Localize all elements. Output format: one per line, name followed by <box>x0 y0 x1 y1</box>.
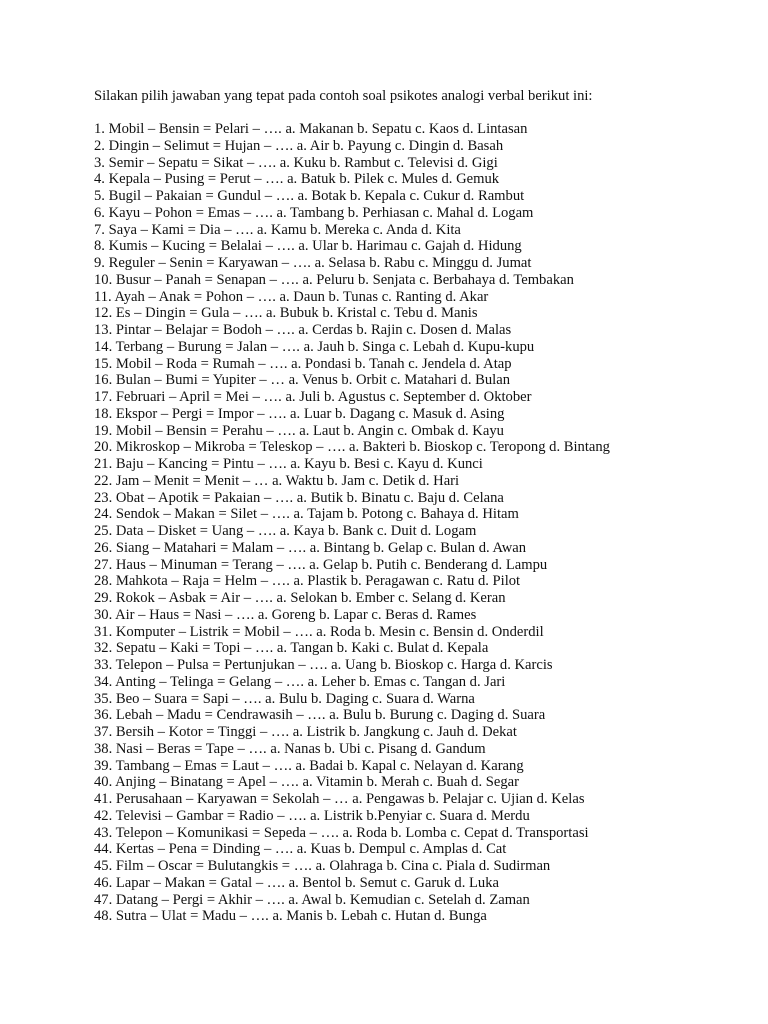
question-item: 30. Air – Haus = Nasi – …. a. Goreng b. Lapar c. Beras d. Rames <box>94 606 477 623</box>
question-item: 14. Terbang – Burung = Jalan – …. a. Jauh b. Singa c. Lebah d. Kupu-kupu <box>94 338 535 355</box>
question-item: 39. Tambang – Emas = Laut – …. a. Badai b. Kapal c. Nelayan d. Karang <box>94 757 524 774</box>
question-item: 17. Februari – April = Mei – …. a. Juli b. Agustus c. September d. Oktober <box>94 389 532 405</box>
question-item: 33. Telepon – Pulsa = Pertunjukan – …. a. Uang b. Bioskop c. Harga d. Karcis <box>94 657 553 673</box>
question-item: 48. Sutra – Ulat = Madu – …. a. Manis b. Lebah c. Hutan d. Bunga <box>94 908 487 925</box>
question-item: 10. Busur – Panah = Senapan – …. a. Peluru b. Senjata c. Berbahaya d. Tembakan <box>94 271 574 288</box>
question-item: 35. Beo – Suara = Sapi – …. a. Bulu b. Daging c. Suara d. Warna <box>94 690 475 707</box>
question-item: 24. Sendok – Makan = Silet – …. a. Tajam b. Potong c. Bahaya d. Hitam <box>94 506 519 523</box>
question-item: 25. Data – Disket = Uang – …. a. Kaya b. Bank c. Duit d. Logam <box>94 523 477 539</box>
question-item: 31. Komputer – Listrik = Mobil – …. a. Roda b. Mesin c. Bensin d. Onderdil <box>94 623 544 640</box>
question-item: 47. Datang – Pergi = Akhir – …. a. Awal b. Kemudian c. Setelah d. Zaman <box>94 891 530 908</box>
question-item: 37. Bersih – Kotor = Tinggi – …. a. Listrik b. Jangkung c. Jauh d. Dekat <box>94 724 517 740</box>
question-item: 23. Obat – Apotik = Pakaian – …. a. Butik b. Binatu c. Baju d. Celana <box>94 489 504 506</box>
question-item: 19. Mobil – Bensin = Perahu – …. a. Laut b. Angin c. Ombak d. Kayu <box>94 422 504 439</box>
question-item: 15. Mobil – Roda = Rumah – …. a. Pondasi b. Tanah c. Jendela d. Atap <box>94 355 512 372</box>
question-item: 42. Televisi – Gambar = Radio – …. a. Listrik b.Penyiar c. Suara d. Merdu <box>94 807 530 824</box>
question-item: 13. Pintar – Belajar = Bodoh – …. a. Cerdas b. Rajin c. Dosen d. Malas <box>94 322 512 338</box>
question-item: 4. Kepala – Pusing = Perut – …. a. Batuk b. Pilek c. Mules d. Gemuk <box>94 171 500 188</box>
question-list <box>94 121 610 925</box>
question-item: 43. Telepon – Komunikasi = Sepeda – …. a. Roda b. Lomba c. Cepat d. Transportasi <box>94 824 589 841</box>
question-item: 18. Ekspor – Pergi = Impor – …. a. Luar b. Dagang c. Masuk d. Asing <box>94 405 505 422</box>
question-item: 36. Lebah – Madu = Cendrawasih – …. a. Bulu b. Burung c. Daging d. Suara <box>94 707 546 724</box>
intro-text: Silakan pilih jawaban yang tepat pada contoh soal psikotes analogi verbal berikut ini: <box>94 88 593 104</box>
question-item: 28. Mahkota – Raja = Helm – …. a. Plastik b. Peragawan c. Ratu d. Pilot <box>94 573 521 590</box>
question-item: 2. Dingin – Selimut = Hujan – …. a. Air b. Payung c. Dingin d. Basah <box>94 137 504 154</box>
question-item: 1. Mobil – Bensin = Pelari – …. a. Makanan b. Sepatu c. Kaos d. Lintasan <box>94 121 528 137</box>
question-item: 21. Baju – Kancing = Pintu – …. a. Kayu b. Besi c. Kayu d. Kunci <box>94 456 483 472</box>
question-item: 3. Semir – Sepatu = Sikat – …. a. Kuku b. Rambut c. Televisi d. Gigi <box>94 154 498 171</box>
question-item: 6. Kayu – Pohon = Emas – …. a. Tambang b. Perhiasan c. Mahal d. Logam <box>94 204 534 221</box>
question-item: 44. Kertas – Pena = Dinding – …. a. Kuas b. Dempul c. Amplas d. Cat <box>94 841 507 858</box>
question-item: 22. Jam – Menit = Menit – … a. Waktu b. Jam c. Detik d. Hari <box>94 472 460 489</box>
question-item: 16. Bulan – Bumi = Yupiter – … a. Venus b. Orbit c. Matahari d. Bulan <box>94 372 510 389</box>
question-item: 41. Perusahaan – Karyawan = Sekolah – … a. Pengawas b. Pelajar c. Ujian d. Kelas <box>94 791 585 807</box>
question-item: 45. Film – Oscar = Bulutangkis = …. a. Olahraga b. Cina c. Piala d. Sudirman <box>94 858 551 874</box>
question-item: 32. Sepatu – Kaki = Topi – …. a. Tangan b. Kaki c. Bulat d. Kepala <box>94 640 489 657</box>
question-item: 29. Rokok – Asbak = Air – …. a. Selokan b. Ember c. Selang d. Keran <box>94 590 506 606</box>
question-item: 9. Reguler – Senin = Karyawan – …. a. Selasa b. Rabu c. Minggu d. Jumat <box>94 255 532 271</box>
question-item: 38. Nasi – Beras = Tape – …. a. Nanas b. Ubi c. Pisang d. Gandum <box>94 740 486 757</box>
question-item: 7. Saya – Kami = Dia – …. a. Kamu b. Mereka c. Anda d. Kita <box>94 221 461 238</box>
question-item: 20. Mikroskop – Mikroba = Teleskop – …. a. Bakteri b. Bioskop c. Teropong d. Bintang <box>94 439 610 456</box>
question-item: 12. Es – Dingin = Gula – …. a. Bubuk b. Kristal c. Tebu d. Manis <box>94 305 478 322</box>
question-item: 26. Siang – Matahari = Malam – …. a. Bintang b. Gelap c. Bulan d. Awan <box>94 539 527 556</box>
question-item: 5. Bugil – Pakaian = Gundul – …. a. Botak b. Kepala c. Cukur d. Rambut <box>94 188 525 204</box>
question-item: 46. Lapar – Makan = Gatal – …. a. Bentol b. Semut c. Garuk d. Luka <box>94 874 499 891</box>
question-item: 27. Haus – Minuman = Terang – …. a. Gelap b. Putih c. Benderang d. Lampu <box>94 556 548 573</box>
question-item: 40. Anjing – Binatang = Apel – …. a. Vitamin b. Merah c. Buah d. Segar <box>94 774 519 791</box>
question-item: 34. Anting – Telinga = Gelang – …. a. Leher b. Emas c. Tangan d. Jari <box>94 673 506 690</box>
question-item: 8. Kumis – Kucing = Belalai – …. a. Ular b. Harimau c. Gajah d. Hidung <box>94 238 522 255</box>
question-item: 11. Ayah – Anak = Pohon – …. a. Daun b. Tunas c. Ranting d. Akar <box>94 288 489 305</box>
